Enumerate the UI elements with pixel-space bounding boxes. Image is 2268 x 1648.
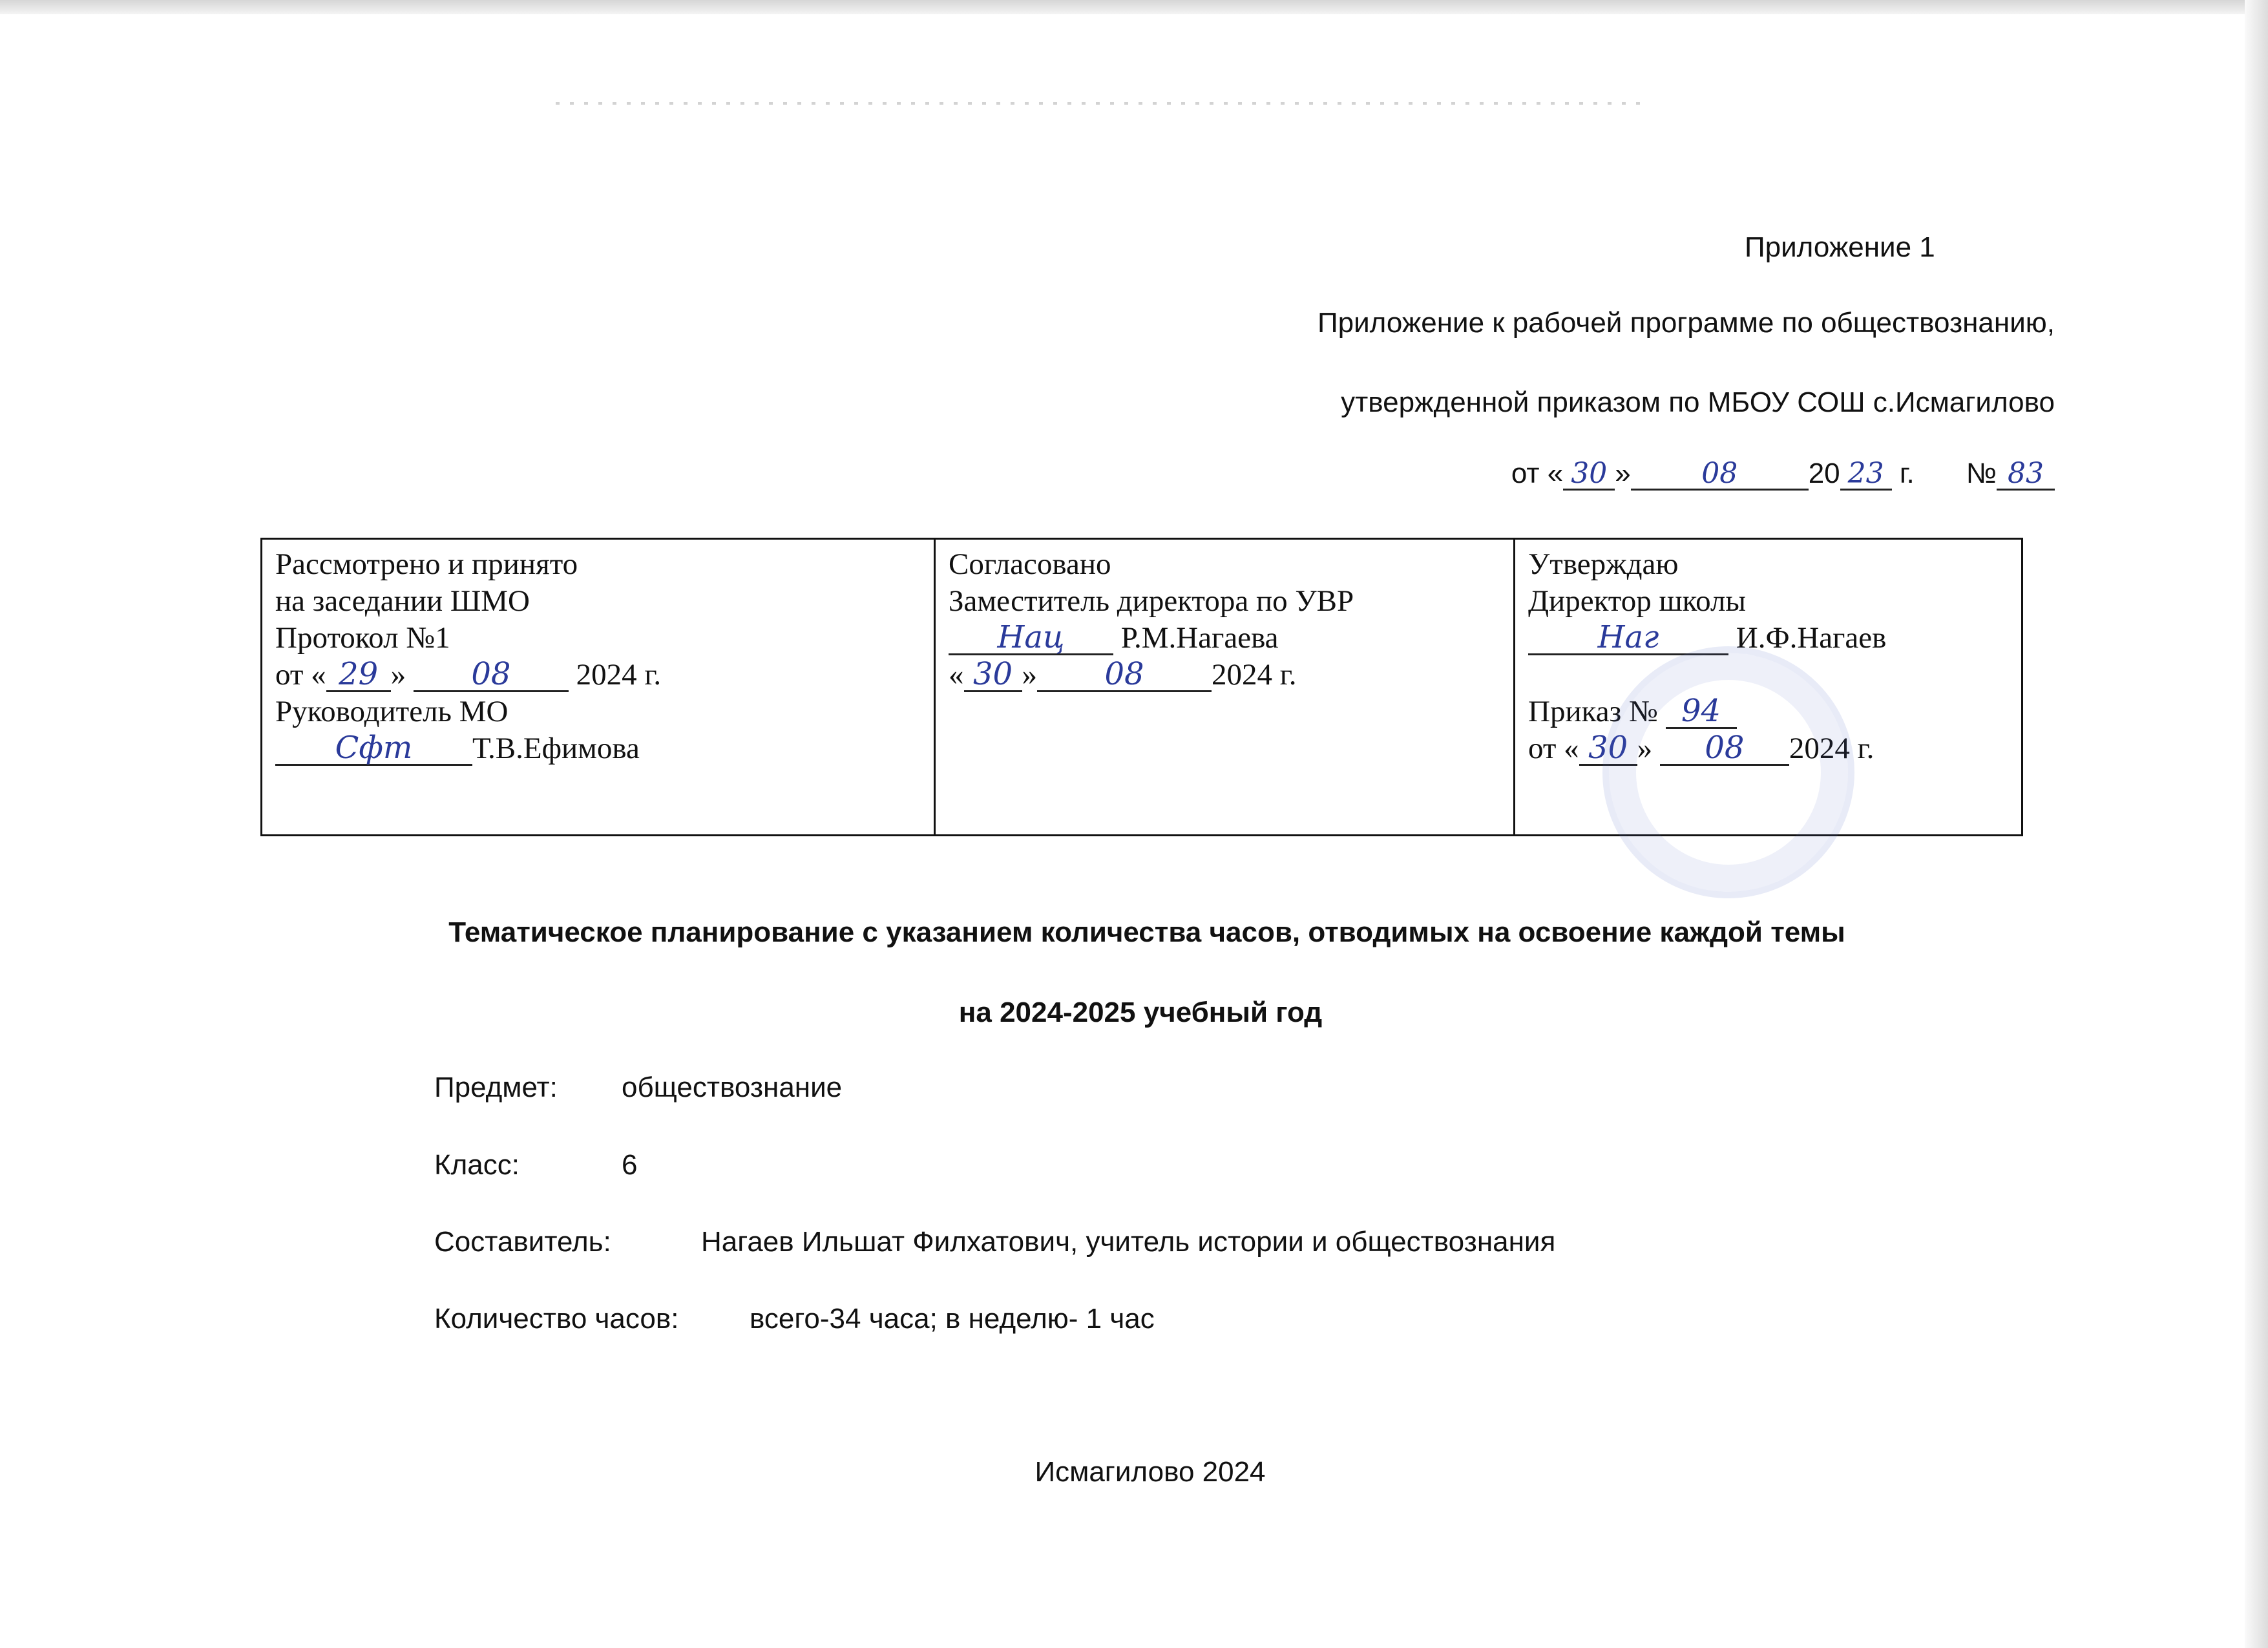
agreed-date-day: 30 xyxy=(964,658,1022,692)
order-number: 83 xyxy=(1997,459,2055,491)
agreed-date: « 30 » 08 2024 г. xyxy=(949,656,1297,692)
appendix-line-2: утвержденной приказом по МБОУ СОШ с.Исмагилово xyxy=(1341,386,2055,418)
reviewed-line-1: Рассмотрено и принято xyxy=(275,547,578,581)
class-value: 6 xyxy=(622,1149,638,1181)
approval-col-agreed xyxy=(936,540,1515,834)
appendix-line-1: Приложение к рабочей программе по обществознанию, xyxy=(1318,307,2055,339)
reviewed-head-title: Руководитель МО xyxy=(275,695,509,728)
reviewed-date-day: 29 xyxy=(326,658,391,692)
agreed-line-1: Согласовано xyxy=(949,547,1111,581)
scan-edge-top xyxy=(0,0,2268,14)
order-month: 08 xyxy=(1631,459,1809,491)
order-date-mid: » xyxy=(1615,458,1631,489)
approved-order-number: 94 xyxy=(1666,695,1737,729)
order-number-label: № xyxy=(1966,458,1997,489)
approved-date-month: 08 xyxy=(1660,732,1789,766)
place-year: Исмагилово 2024 xyxy=(1034,1456,1266,1488)
agreed-signature-line xyxy=(949,620,1500,657)
agreed-date-month: 08 xyxy=(1037,658,1212,692)
approved-date-day: 30 xyxy=(1579,732,1637,766)
scan-artifact xyxy=(556,102,1641,105)
order-year-unit: г. xyxy=(1891,458,1915,489)
reviewed-date: от « 29 » 08 2024 г. xyxy=(275,656,662,692)
author-value: Нагаев Ильшат Филхатович, учитель истории и обществознания xyxy=(701,1226,1556,1258)
approved-position: Директор школы xyxy=(1528,584,1747,618)
order-year-suffix: 23 xyxy=(1840,459,1892,491)
approved-name: И.Ф.Нагаев xyxy=(1728,621,1887,655)
order-day: 30 xyxy=(1563,459,1615,491)
order-date-line xyxy=(1511,458,2055,491)
hours-value: всего-34 часа; в неделю- 1 час xyxy=(750,1303,1155,1335)
reviewed-signature-line xyxy=(275,730,921,767)
approval-col-reviewed xyxy=(262,540,936,834)
reviewed-protocol: Протокол №1 xyxy=(275,621,450,655)
class-label: Класс: xyxy=(434,1149,520,1181)
appendix-number: Приложение 1 xyxy=(1745,231,1935,263)
agreed-position: Заместитель директора по УВР xyxy=(949,584,1354,618)
reviewed-line-2: на заседании ШМО xyxy=(275,584,530,618)
approved-date: от « 30 » 08 2024 г. xyxy=(1528,730,1874,766)
document-title-year: на 2024-2025 учебный год xyxy=(958,997,1323,1028)
approved-signature: Наг xyxy=(1528,621,1728,655)
approved-line-1: Утверждаю xyxy=(1528,547,1679,581)
order-year-prefix: 20 xyxy=(1808,458,1840,489)
agreed-name: Р.М.Нагаева xyxy=(1113,621,1279,655)
reviewed-date-month: 08 xyxy=(414,658,569,692)
scan-edge-right xyxy=(2245,0,2268,1648)
author-label: Составитель: xyxy=(434,1226,611,1258)
reviewed-name: Т.В.Ефимова xyxy=(472,732,640,765)
subject-value: обществознание xyxy=(622,1072,843,1103)
reviewed-signature: Сфт xyxy=(275,732,472,766)
order-date-prefix: от « xyxy=(1511,458,1564,489)
agreed-signature: Нац xyxy=(949,621,1113,655)
approved-signature-line xyxy=(1528,620,2008,657)
subject-label: Предмет: xyxy=(434,1072,558,1103)
approved-order: Приказ № 94 xyxy=(1528,693,2008,730)
document-title: Тематическое планирование с указанием количества часов, отводимых на освоение каждой темы xyxy=(448,916,1845,948)
hours-label: Количество часов: xyxy=(434,1303,679,1335)
school-stamp xyxy=(1602,646,1854,898)
